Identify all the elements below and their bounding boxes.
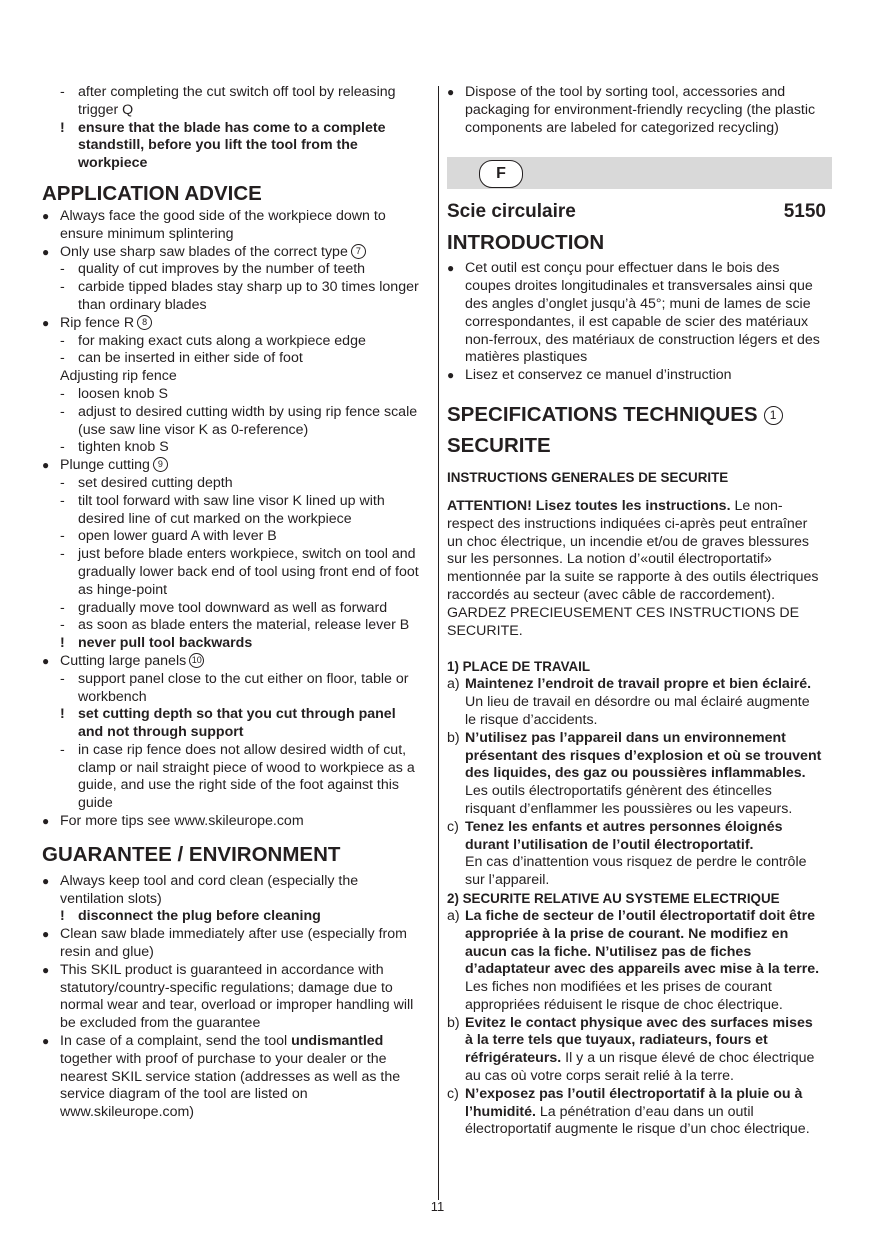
- list-item: b) Evitez le contact physique avec des surfaces mises: [447, 1014, 813, 1031]
- dispose-list: [447, 84, 832, 137]
- list-item-cont: présentant des risques d’explosion et où se trouvent: [465, 747, 822, 764]
- list-item-cont: resin and glue): [60, 944, 154, 961]
- list-item-cont: than ordinary blades: [78, 296, 207, 313]
- list-item: - loosen knob S: [60, 385, 168, 402]
- list-item: ● Cet outil est conçu pour effectuer dans le bois des: [447, 260, 780, 277]
- list-item: ● Always face the good side of the workpiece down to: [42, 207, 386, 224]
- product-name: Scie circulaire: [447, 201, 576, 223]
- list-item-cont: non-ferroux, des matériaux de construction légers et des: [465, 331, 820, 348]
- list-item-cont: l’humidité. La pénétration d’eau dans un outil: [465, 1103, 754, 1120]
- list-item: - support panel close to the cut either on floor, table or: [60, 670, 409, 687]
- list-item-cont: risquant d’enflammer les poussières ou les vapeurs.: [465, 800, 793, 817]
- warning-item-cont: standstill, before you lift the tool from the: [78, 137, 358, 154]
- list-item-cont: Les outils électroportatifs génèrent des étincelles: [465, 783, 772, 800]
- securite-heading: SECURITE: [447, 433, 551, 457]
- list-item-cont: correspondantes, il est capable de scier des matériaux: [465, 313, 809, 330]
- list-item-cont: au cas où votre corps serait relié à la terre.: [465, 1068, 734, 1085]
- list-item: ● Always keep tool and cord clean (especially the: [42, 872, 359, 889]
- product-number: 5150: [783, 201, 826, 223]
- list-item: ● Lisez et conservez ce manuel d’instruction: [447, 367, 732, 384]
- right-column: [447, 84, 832, 1139]
- list-item: ● For more tips see www.skileurope.com: [42, 813, 304, 830]
- list-item: - open lower guard A with lever B: [60, 528, 277, 545]
- list-item-cont: statutory/country-specific regulations; damage due to: [60, 979, 393, 996]
- general-safety-heading: INSTRUCTIONS GENERALES DE SECURITE: [447, 469, 729, 485]
- list-item-cont: coupes droites longitudinales et transversales ainsi que: [465, 278, 813, 295]
- list-item-cont: à la terre tels que tuyaux, radiateurs, fours et: [465, 1032, 768, 1049]
- list-item-cont: appropriée à la prise de courant. Ne modifiez en: [465, 925, 789, 942]
- list-item-cont: d’adaptateur avec des appareils avec mise à la terre.: [465, 961, 820, 978]
- list-item: - quality of cut improves by the number of teeth: [60, 261, 366, 278]
- list-item-cont: des angles d’onglet jusqu’à 45°; muni de lames de scie: [465, 295, 811, 312]
- list-item-cont: trigger Q: [78, 101, 134, 118]
- cut-end-instructions: [42, 84, 430, 173]
- list-item-cont: packaging for environment-friendly recycling (the plastic: [465, 101, 816, 118]
- list-item-cont: service diagram of the tool are listed on: [60, 1086, 308, 1103]
- specs-heading: SPECIFICATIONS TECHNIQUES 1: [447, 401, 832, 429]
- page-number: 11: [430, 1199, 445, 1214]
- attention-paragraph: ATTENTION! Lisez toutes les instructions. Le non- respect des instructions indiquées ci-après peut entraîner un choc électrique, un incendie et/ou de graves blessures sur les personnes. La notion d’«outil électroportatif» mentionnée par la suite se rapporte à des outils électriques raccordés au secteur (avec câble de raccordement). GARDEZ PRECIEUSEMENT CES INSTRUCTIONS DE SECURITE.: [447, 497, 819, 639]
- list-item-cont: guide, and use the right side of the foot against this: [78, 777, 400, 794]
- list-item: - can be inserted in either side of foot: [60, 350, 303, 367]
- guarantee-heading: GUARANTEE / ENVIRONMENT: [42, 842, 341, 866]
- list-item: c) Tenez les enfants et autres personnes éloignés: [447, 818, 783, 835]
- list-item: ● Plunge cutting 9: [42, 457, 430, 475]
- list-item-cont: sur l’appareil.: [465, 872, 550, 889]
- electrical-heading: 2) SECURITE RELATIVE AU SYSTEME ELECTRIQUE: [447, 890, 780, 906]
- list-item-cont: ventilation slots): [60, 890, 162, 907]
- figure-ref-icon: 10: [189, 653, 204, 668]
- list-item-cont: réfrigérateurs. Il y a un risque élevé de choc électrique: [465, 1050, 815, 1067]
- list-item-cont: desired line of cut marked on the workpiece: [78, 510, 352, 527]
- list-item: ● Only use sharp saw blades of the correct type 7: [42, 244, 430, 262]
- list-item-cont: des liquides, des gaz ou poussières inflammables.: [465, 765, 806, 782]
- list-item-cont: matières plastiques: [465, 349, 588, 366]
- list-item-cont: together with proof of purchase to your dealer or the: [60, 1050, 387, 1067]
- list-item: - as soon as blade enters the material, release lever B: [60, 617, 410, 634]
- warning-item: ! never pull tool backwards: [60, 635, 253, 652]
- list-item: a) La fiche de secteur de l’outil électroportatif doit être: [447, 907, 816, 924]
- column-divider: [438, 86, 439, 1200]
- subheading: Adjusting rip fence: [60, 368, 177, 385]
- list-item: - tilt tool forward with saw line visor K lined up with: [60, 492, 385, 509]
- list-item: ● In case of a complaint, send the tool undismantled: [42, 1033, 384, 1050]
- list-item-cont: durant l’utilisation de l’outil électroportatif.: [465, 836, 754, 853]
- warning-item: ! ensure that the blade has come to a complete: [60, 119, 386, 136]
- figure-ref-icon: 1: [764, 406, 783, 425]
- application-advice-heading: APPLICATION ADVICE: [42, 181, 262, 205]
- list-item-cont: appropriées réduisent le risque de choc électrique.: [465, 996, 783, 1013]
- list-item: ● Rip fence R 8: [42, 315, 430, 333]
- list-item: - just before blade enters workpiece, switch on tool and: [60, 546, 416, 563]
- list-item-cont: as hinge-point: [78, 581, 168, 598]
- list-item-cont: En cas d’inattention vous risquez de perdre le contrôle: [465, 854, 807, 871]
- list-item: - for making exact cuts along a workpiece edge: [60, 332, 366, 349]
- warning-item-cont: workpiece: [78, 155, 148, 172]
- workplace-section: [447, 658, 832, 890]
- list-item: - in case rip fence does not allow desired width of cut,: [60, 741, 407, 758]
- left-column: [42, 84, 430, 1122]
- list-item-cont: le risque d’accidents.: [465, 711, 598, 728]
- warning-item: ! set cutting depth so that you cut through panel: [60, 706, 396, 723]
- list-item: a) Maintenez l’endroit de travail propre et bien éclairé.: [447, 676, 812, 693]
- list-item: - adjust to desired cutting width by using rip fence scale: [60, 403, 418, 420]
- list-item: ● Clean saw blade immediately after use (especially from: [42, 926, 407, 943]
- list-item: - set desired cutting depth: [60, 474, 233, 491]
- list-item-cont: Un lieu de travail en désordre ou mal éclairé augmente: [465, 694, 810, 711]
- list-item-cont: guide: [78, 795, 113, 812]
- list-item: ● This SKIL product is guaranteed in accordance with: [42, 961, 384, 978]
- list-item-cont: (use saw line visor K as 0-reference): [78, 421, 309, 438]
- figure-ref-icon: 8: [137, 315, 152, 330]
- list-item: b) N’utilisez pas l’appareil dans un environnement: [447, 729, 786, 746]
- language-badge: F: [479, 160, 523, 188]
- guarantee-list: [42, 873, 430, 1122]
- introduction-heading: INTRODUCTION: [447, 231, 605, 255]
- list-item-cont: www.skileurope.com): [60, 1104, 195, 1121]
- application-advice-list: [42, 208, 430, 831]
- warning-item-cont: and not through support: [78, 724, 244, 741]
- introduction-list: [447, 260, 832, 385]
- figure-ref-icon: 9: [153, 457, 168, 472]
- list-item: ● Cutting large panels 10: [42, 653, 430, 671]
- list-item: - after completing the cut switch off tool by releasing: [60, 84, 396, 100]
- list-item-cont: components are labeled for categorized recycling): [465, 119, 779, 136]
- list-item-cont: be excluded from the guarantee: [60, 1015, 261, 1032]
- list-item-cont: Les fiches non modifiées et les prises de courant: [465, 979, 772, 996]
- electrical-section: [447, 890, 832, 1139]
- list-item-cont: gradually lower back end of tool using front end of foot: [78, 563, 419, 580]
- workplace-heading: 1) PLACE DE TRAVAIL: [447, 659, 591, 675]
- list-item: - tighten knob S: [60, 439, 169, 456]
- list-item: ● Dispose of the tool by sorting tool, accessories and: [447, 84, 786, 100]
- list-item-cont: aucun cas la fiche. N’utilisez pas de fiches: [465, 943, 752, 960]
- list-item-cont: ensure minimum splintering: [60, 225, 234, 242]
- list-item: - gradually move tool downward as well as forward: [60, 599, 388, 616]
- figure-ref-icon: 7: [351, 244, 366, 259]
- list-item-cont: clamp or nail straight piece of wood to workpiece as a: [78, 759, 415, 776]
- list-item: c) N’exposez pas l’outil électroportatif à la pluie ou à: [447, 1085, 803, 1102]
- list-item-cont: électroportatif augmente le risque d’un choc électrique.: [465, 1121, 810, 1138]
- list-item-cont: nearest SKIL service station (addresses as well as the: [60, 1068, 401, 1085]
- product-title: [447, 198, 832, 226]
- warning-item: ! disconnect the plug before cleaning: [60, 908, 321, 925]
- list-item-cont: workbench: [78, 688, 147, 705]
- list-item-cont: normal wear and tear, overload or improper handling will: [60, 997, 414, 1014]
- language-bar: [447, 157, 832, 189]
- list-item: - carbide tipped blades stay sharp up to 30 times longer: [60, 279, 419, 296]
